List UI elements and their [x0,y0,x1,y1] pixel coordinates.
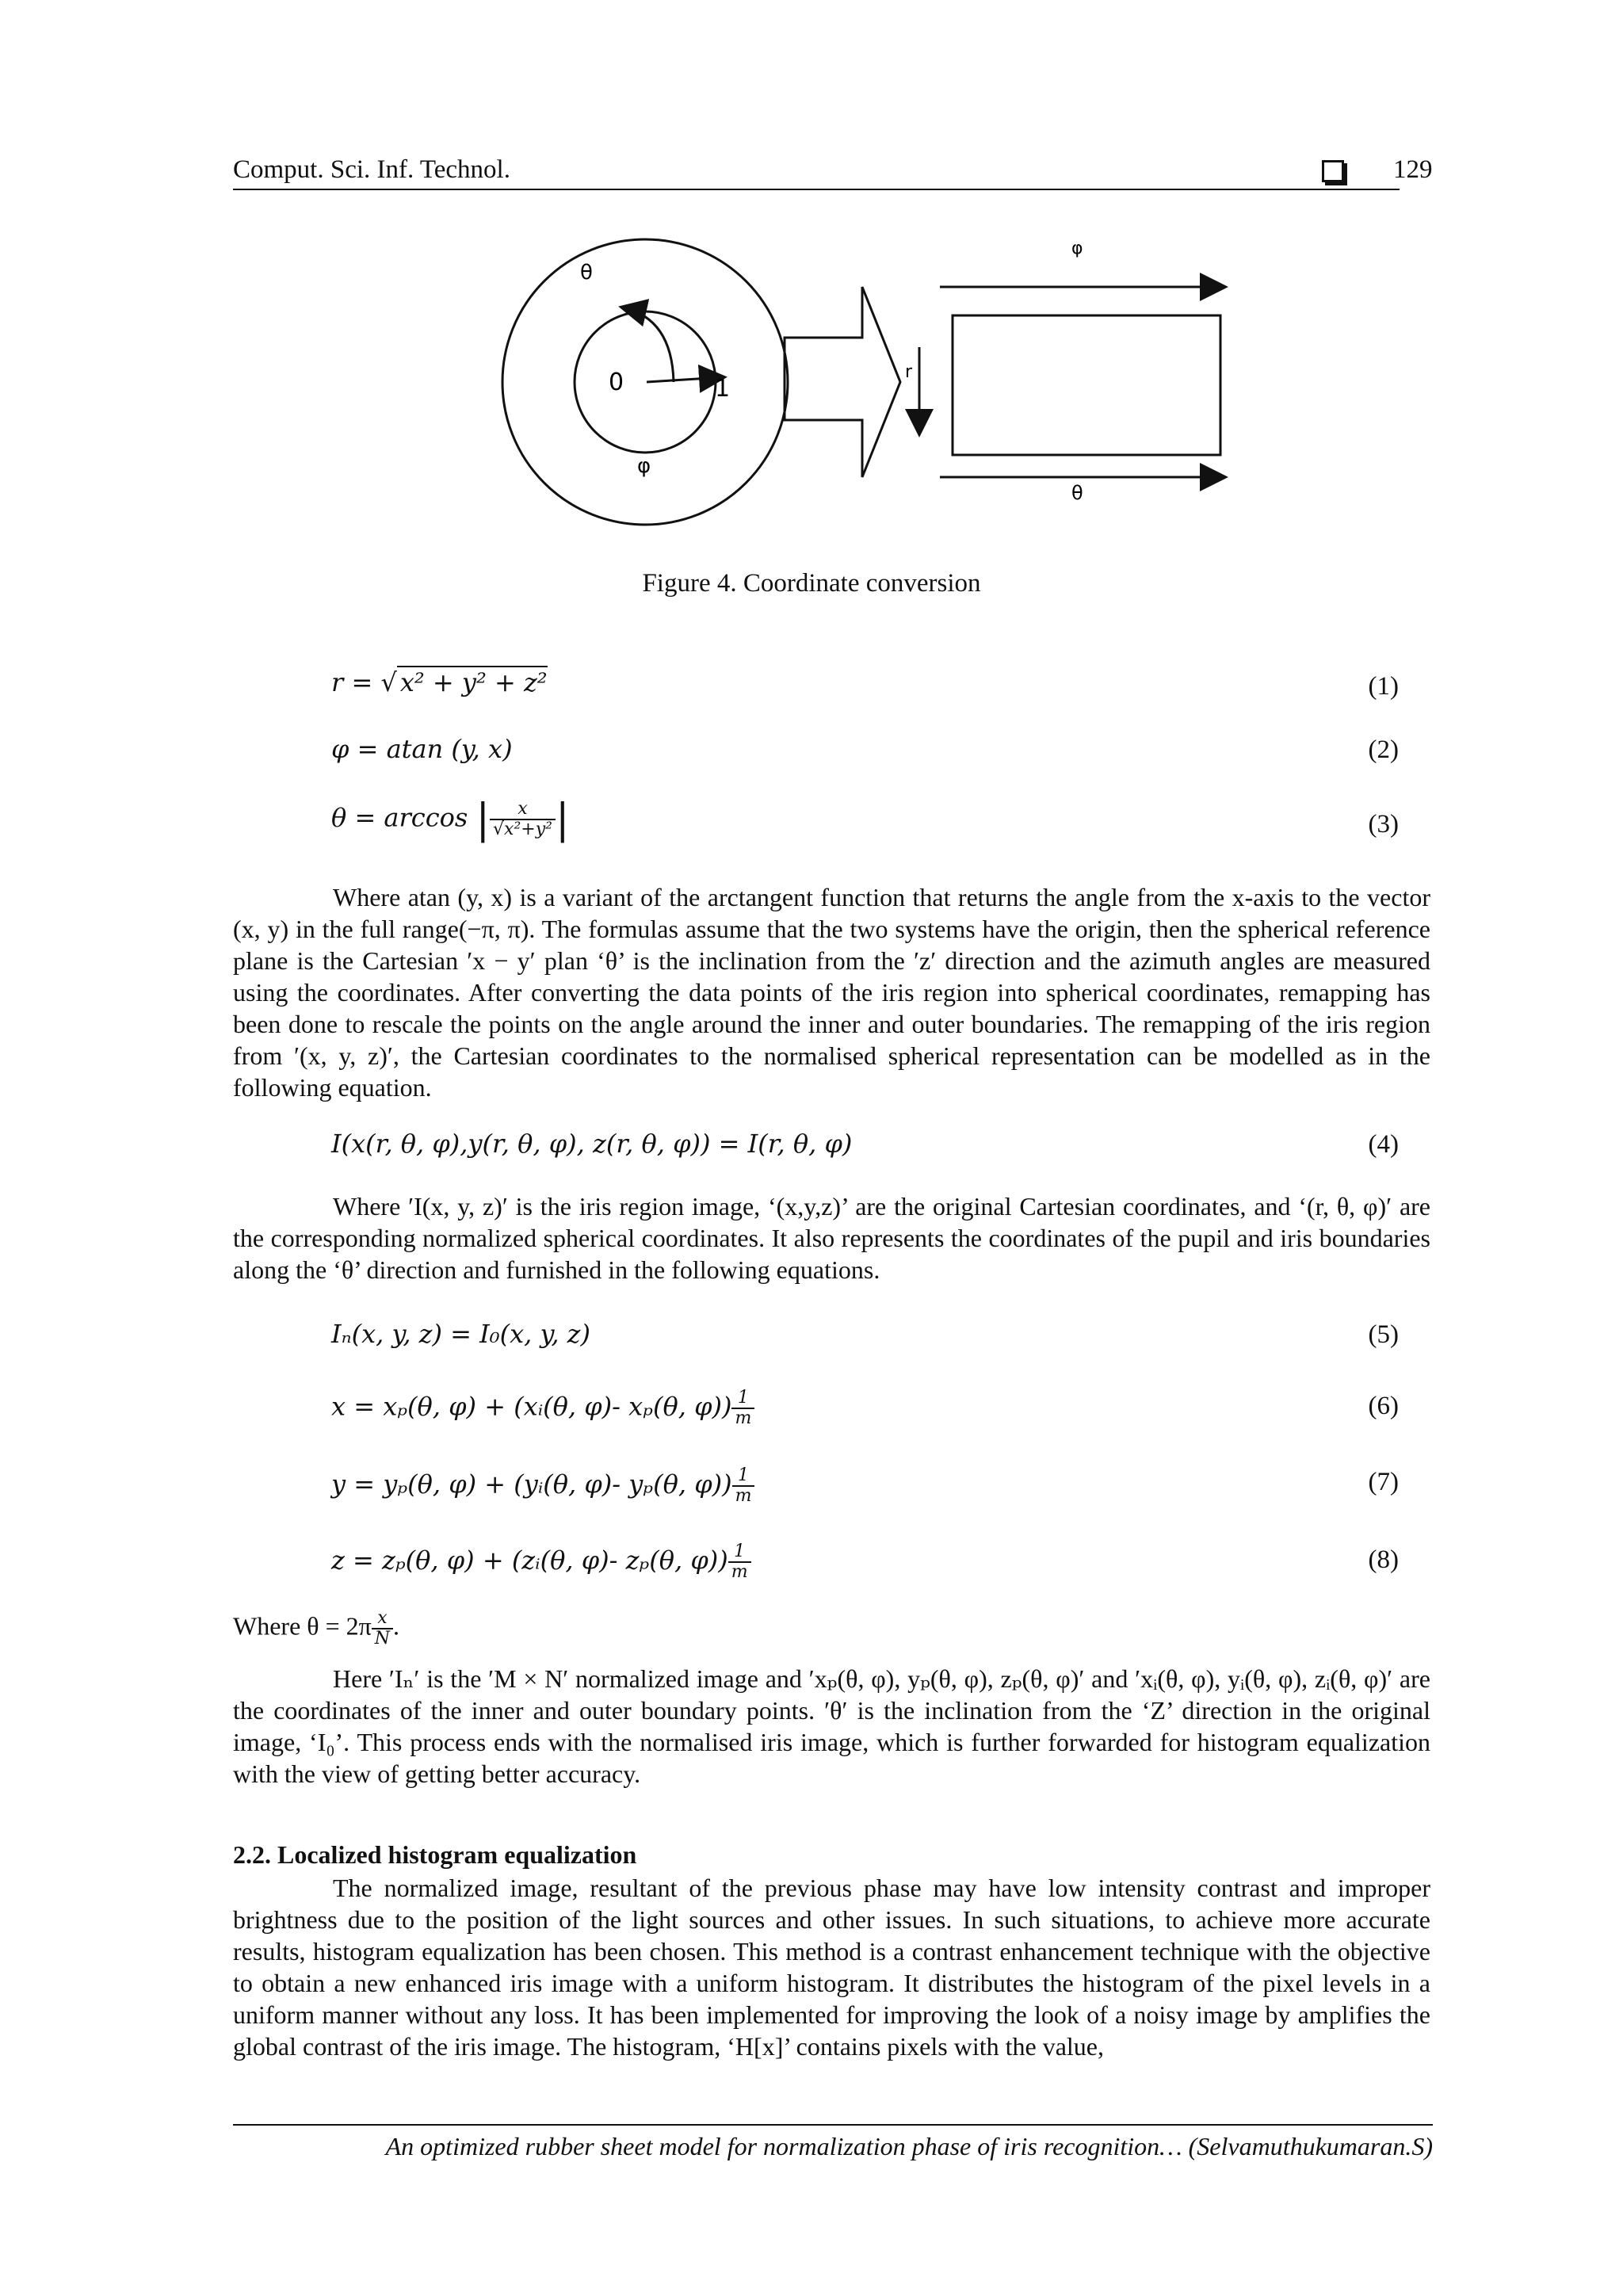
conversion-block-arrow [785,287,900,477]
equation-1-number: (1) [1368,672,1399,701]
theta-arc-arrow [623,308,674,382]
equation-7-body: y = yₚ(θ, φ) + (yᵢ(θ, φ)- yₚ(θ, φ)) [331,1469,732,1499]
equation-6-body: x = xₚ(θ, φ) + (xᵢ(θ, φ)- xₚ(θ, φ)) [331,1391,732,1422]
where-theta-prefix: Where θ = 2π [233,1611,372,1641]
equation-8-frac-den: m [731,1562,748,1582]
footer-rule [233,2124,1433,2126]
where-theta-frac-num: x [372,1609,393,1629]
figure-label-theta-rect: θ [1071,482,1083,504]
square-bullet-icon [1322,160,1344,182]
where-theta-suffix: . [393,1611,400,1641]
section-heading: 2.2. Localized histogram equalization [233,1840,637,1869]
equation-7-frac-num: 1 [732,1466,755,1487]
equation-3-fraction-numerator: x [490,800,556,820]
outer-iris-circle [502,239,788,525]
page-number: 129 [1393,155,1433,184]
paragraph-1: Where atan (y, x) is a variant of the arctangent function that returns the angle from the x-axis to the vector (x, y) in the full range(−π, π). The formulas assume that the two systems have the origin, then the spherical reference plane is the Cartesian ′x − y′ plan ‘θ’ is the inclination from the ′z′ direction and the azimuth angles are measured using the coordinates. After converting the data points of the iris region into spherical coordinates, remapping has been done to rescale the points on the angle around the inner and outer boundaries. The remapping of the iris region from ′(x, y, z)′, the Cartesian coordinates to the normalised spherical representation can be modelled as in the following equation. [233,883,1430,1102]
equation-3-fraction-denominator: √x²+y² [493,819,552,839]
coordinate-conversion-figure [444,214,1268,531]
equation-8 [331,1542,751,1582]
equation-8-frac-num: 1 [728,1542,751,1563]
equation-1 [331,667,548,697]
equation-7-number: (7) [1368,1468,1399,1496]
equation-2-number: (2) [1368,735,1399,764]
running-header-journal: Comput. Sci. Inf. Technol. [233,155,510,184]
equation-7 [331,1466,754,1506]
equation-6-number: (6) [1368,1392,1399,1420]
figure-label-phi-circle: φ [637,454,651,478]
inner-pupil-circle [575,311,716,453]
equation-6 [331,1389,754,1428]
figure-label-one: 1 [715,375,731,403]
equation-5-number: (5) [1368,1320,1399,1349]
paragraph-3: Here ′Iₙ′ is the ′M × N′ normalized image and ′xₚ(θ, φ), yₚ(θ, φ), zₚ(θ, φ)′ and ′xᵢ(θ, φ), yᵢ(θ, φ), zᵢ(θ, φ)′ are the coordinates of the inner and outer boundary points. ′θ′ is the inclination from the ‘Z’ direction in the original image, ‘I₀’. This process ends with the normalised iris image, which is further forwarded for histogram equalization with the view of getting better accuracy. [233,1664,1430,1788]
paragraph-2: Where ′I(x, y, z)′ is the iris region image, ‘(x,y,z)’ are the original Cartesian coordinates, and ‘(r, θ, φ)′ are the corresponding normalized spherical coordinates. It also represents the coordinates of the pupil and iris boundaries along the ‘θ’ direction and furnished in the following equations. [233,1192,1430,1284]
figure-label-origin: 0 [609,369,624,396]
header-rule [233,189,1400,190]
radius-arrow [647,377,723,382]
equation-8-number: (8) [1368,1545,1399,1574]
equation-6-frac-num: 1 [731,1389,754,1409]
running-footer: An optimized rubber sheet model for normalization phase of iris recognition… (Selvamuthukumaran.S) [385,2132,1433,2160]
figure-caption: Figure 4. Coordinate conversion [642,569,981,598]
equation-3-number: (3) [1368,810,1399,839]
where-theta-line [233,1609,399,1648]
equation-6-frac-den: m [735,1408,752,1428]
equation-8-body: z = zₚ(θ, φ) + (zᵢ(θ, φ)- zₚ(θ, φ)) [331,1545,728,1576]
normalized-rectangle [953,315,1220,455]
where-theta-frac-den: N [374,1629,391,1648]
equation-1-radicand: x² + y² + z² [397,666,548,697]
figure-label-r: r [905,362,913,382]
equation-3: θ = arccos | $\frac{x}{\text{√x²+y²}}$ | [331,796,570,843]
equation-2: φ = atan (y, x) [331,734,513,764]
paragraph-4: The normalized image, resultant of the previous phase may have low intensity contrast and improper brightness due to the position of the light sources and other issues. In such situations, to achieve more accurate results, histogram equalization has been chosen. This method is a contrast enhancement technique with the objective to obtain a new enhanced iris image with a uniform histogram. It distributes the histogram of the pixel levels in a uniform manner without any loss. It has been implemented for improving the look of a noisy image by amplifies the global contrast of the iris image. The histogram, ‘H[x]’ contains pixels with the value, [233,1874,1430,2061]
equation-4: I(x(r, θ, φ),y(r, θ, φ), z(r, θ, φ)) = I(r, θ, φ) [331,1129,853,1159]
figure-label-theta-circle: θ [580,261,593,285]
equation-7-frac-den: m [735,1486,752,1506]
sqrt-symbol: √ [380,667,397,697]
equation-4-number: (4) [1368,1130,1399,1159]
equation-3-lhs: θ = arccos [331,802,468,833]
figure-label-phi-rect: φ [1071,239,1083,258]
equation-5: Iₙ(x, y, z) = I₀(x, y, z) [331,1319,591,1349]
equation-1-lhs: r = [331,667,381,697]
